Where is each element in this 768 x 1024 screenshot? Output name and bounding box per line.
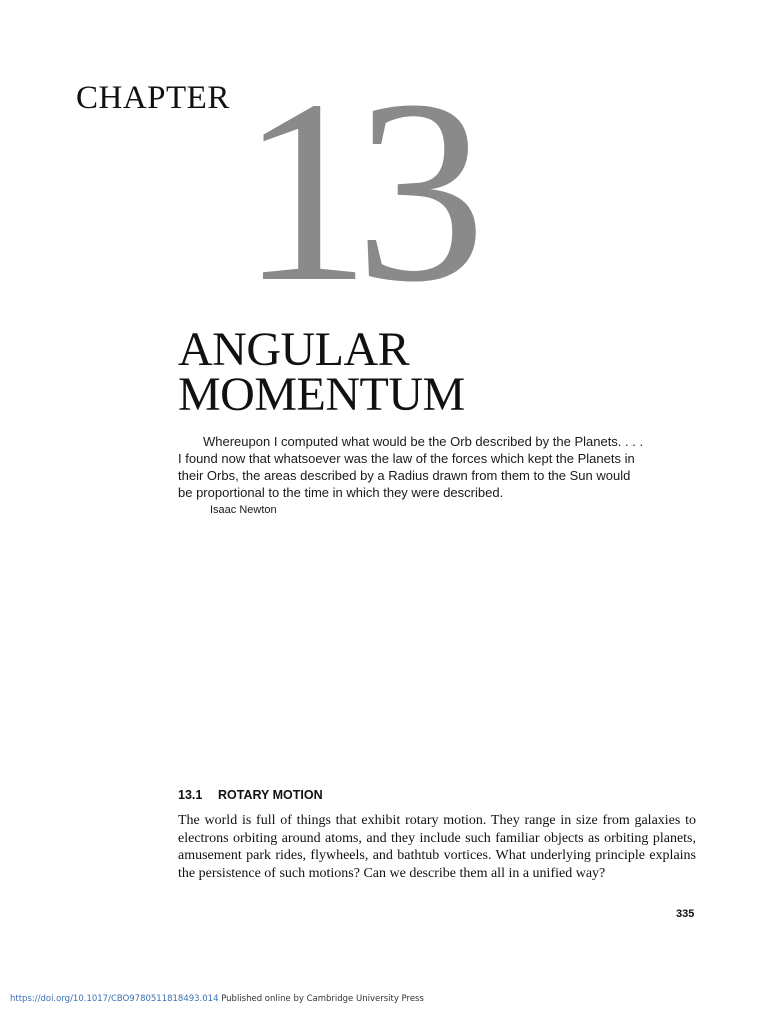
epigraph-attribution: Isaac Newton xyxy=(210,504,277,516)
chapter-label: CHAPTER xyxy=(76,80,230,116)
chapter-title xyxy=(178,323,465,421)
chapter-title-line-1: ANGULAR xyxy=(178,323,410,376)
section-heading xyxy=(178,787,323,803)
section-paragraph: The world is full of things that exhibit rotary motion. They range in size from galaxies to electrons orbiting around atoms, and they include such familiar objects as orbiting planets, amusement park rides, flywheels, and bathtub vortices. What underlying principle explains the persistence of such motions? Can we describe them all in a unified way? xyxy=(178,813,696,881)
chapter-number: 13 xyxy=(240,46,470,336)
chapter-title-line-2: MOMENTUM xyxy=(178,368,465,421)
epigraph-quote: Whereupon I computed what would be the Orb described by the Planets. . . . I found now that whatsoever was the law of the forces which kept the Planets in their Orbs, the areas described by a Radius drawn from them to the Sun would be proportional to the time in which they were described. xyxy=(178,434,644,500)
section-title: ROTARY MOTION xyxy=(218,788,323,802)
page-number: 335 xyxy=(676,908,695,920)
section-number: 13.1 xyxy=(178,788,203,802)
doi-link[interactable]: https://doi.org/10.1017/CBO9780511818493.014 xyxy=(10,994,219,1004)
publisher-note: Published online by Cambridge University Press xyxy=(221,994,424,1004)
footer-citation xyxy=(10,993,424,1005)
